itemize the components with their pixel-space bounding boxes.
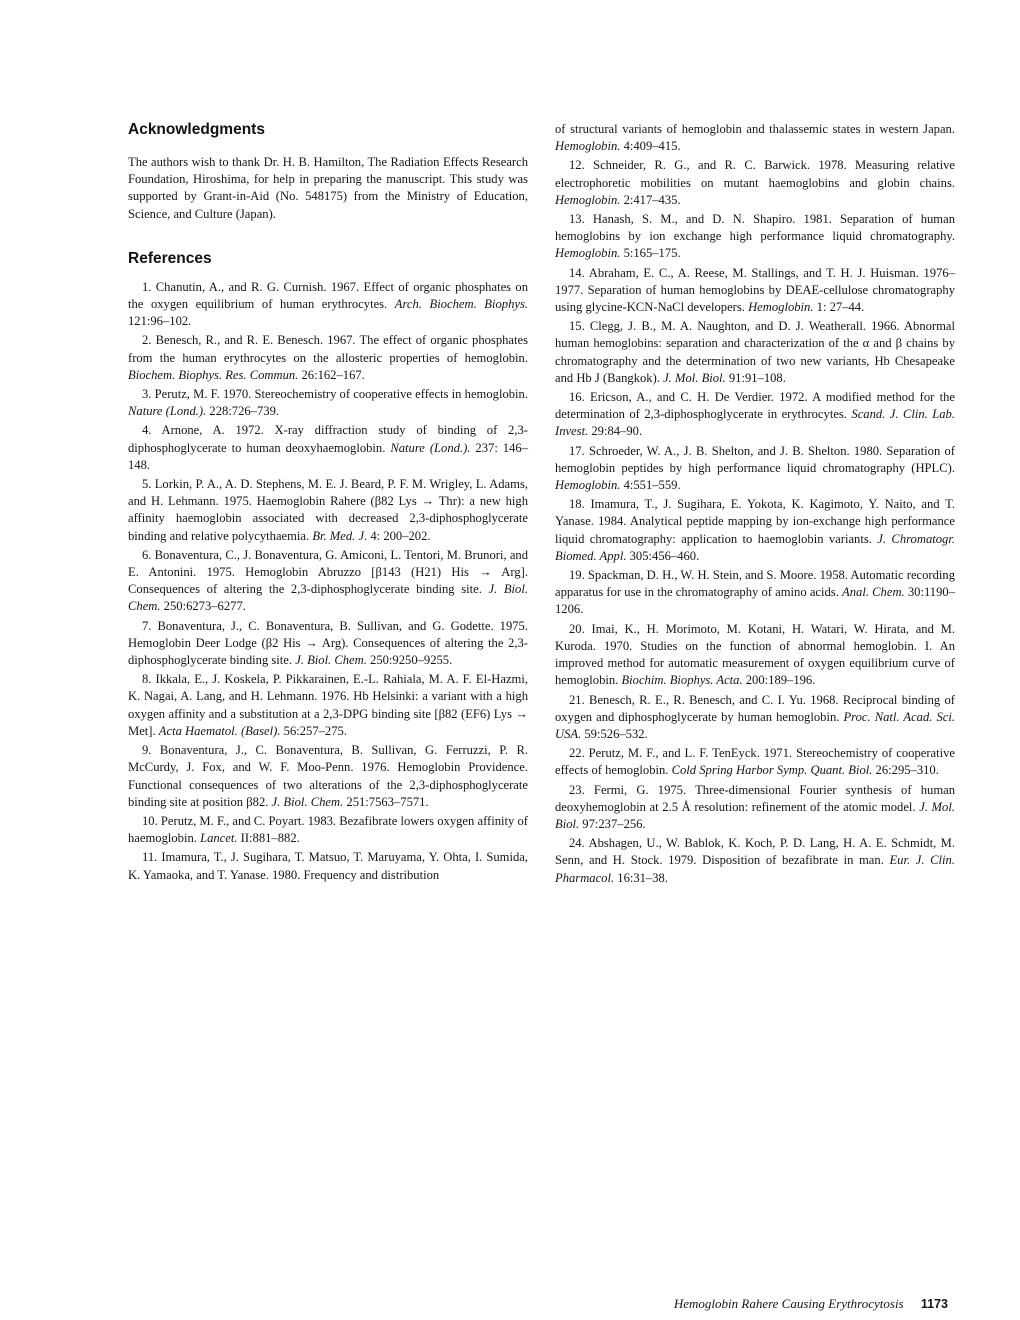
reference-citation: 91:91–108. [725,370,786,385]
reference-citation: 26:295–310. [872,763,939,778]
reference-entry [555,318,955,387]
reference-journal: Nature (Lond.). [390,440,471,455]
reference-text: of structural variants of hemoglobin and thalassemic states in western Japan. [555,122,955,136]
reference-journal: Eur. J. Clin. Pharmacol. [555,853,955,885]
reference-citation: 5:165–175. [620,246,681,261]
reference-entry [555,211,955,263]
reference-text: 18. Imamura, T., J. Sugihara, E. Yokota, K. Kagimoto, Y. Naito, and T. Yanase. 1984. Analytical peptide mapping by ion-exchange high performance liquid chromatography: application to haemoglobin variants. [555,497,955,546]
reference-journal: Biochem. Biophys. Res. Commun. [128,367,299,382]
reference-entry [555,692,955,744]
reference-entry [128,279,528,331]
reference-entry [128,547,528,616]
reference-text: 9. Bonaventura, J., C. Bonaventura, B. Sullivan, G. Ferruzzi, P. R. McCurdy, J. Fox, and W. F. Moo-Penn. 1976. Hemoglobin Providence. Functional consequences of two alterations of the 2,3-diphosphoglycerate binding site at position β82. [128,743,528,809]
reference-text: 10. Perutz, M. F., and C. Poyart. 1983. Bezafibrate lowers oxygen affinity of haemoglobin. [128,813,528,846]
reference-journal: Hemoglobin. [555,192,621,207]
reference-journal: Anal. Chem. [842,585,905,600]
reference-citation: 250:6273–6277. [160,599,246,614]
reference-entry [555,621,955,690]
page-number: 1173 [920,1297,948,1311]
reference-entry [128,618,528,670]
reference-journal: Arch. Biochem. Biophys. [394,297,529,312]
reference-entry [555,265,955,317]
page-footer [674,1296,948,1312]
reference-text: 3. Perutz, M. F. 1970. Stereochemistry of cooperative effects in hemoglobin. [142,387,528,402]
reference-citation: 4:551–559. [620,478,681,493]
right-column [555,121,955,889]
reference-entry [555,567,955,619]
reference-text: 12. Schneider, R. G., and R. C. Barwick. 1978. Measuring relative electrophoretic mobilities on mutant haemoglobins and globin chains. [555,158,955,190]
reference-citation: 1: 27–44. [813,300,865,315]
reference-citation: 4:409–415. [620,139,681,154]
reference-list-right [555,121,955,887]
reference-citation: 4: 200–202. [367,528,431,543]
reference-text: 15. Clegg, J. B., M. A. Naughton, and D. J. Weatherall. 1966. Abnormal human hemoglobins: separation and characterization of the α and β chains by chromatography and the determination of two new variants, Hb Chesapeake and Hb J (Bangkok). [555,319,955,385]
reference-journal: J. Biol. Chem. [295,653,367,668]
reference-entry [128,742,528,811]
reference-text: 2. Benesch, R., and R. E. Benesch. 1967. The effect of organic phosphates from the human erythrocytes on the allosteric properties of hemoglobin. [128,333,528,365]
reference-journal: Acta Haematol. (Basel). [158,723,281,738]
reference-entry [555,782,955,834]
reference-journal: J. Mol. Biol. [663,370,726,385]
reference-citation: 305:456–460. [626,548,700,563]
reference-text: 14. Abraham, E. C., A. Reese, M. Stallings, and T. H. J. Huisman. 1976–1977. Separation of human hemoglobins by DEAE-cellulose chromatography using glycine-KCN-NaCl developers. [555,265,955,315]
running-title: Hemoglobin Rahere Causing Erythrocytosis [673,1296,904,1311]
reference-citation: 59:526–532. [581,726,648,741]
reference-entry [555,121,955,155]
reference-journal: Hemoglobin. [555,139,621,154]
left-column [128,120,528,886]
reference-citation: II:881–882. [237,831,300,846]
reference-text: 8. Ikkala, E., J. Koskela, P. Pikkarainen, E.-L. Rahiala, M. A. F. El-Hazmi, K. Nagai, A. Lang, and H. Lehmann. 1976. Hb Helsinki: a variant with a high oxygen affinity and a substitution at a 2,3-DPG binding site [β82 (EF6) Lys → Met]. [128,672,528,738]
reference-citation: 26:162–167. [298,367,365,382]
reference-text: 1. Chanutin, A., and R. G. Curnish. 1967. Effect of organic phosphates on the oxygen equilibrium of human erythrocytes. [128,279,528,312]
reference-journal: Nature (Lond.). [128,404,207,419]
reference-text: 24. Abshagen, U., W. Bablok, K. Koch, P. D. Lang, H. A. E. Schmidt, M. Senn, and H. Stock. 1979. Disposition of bezafibrate in man. [555,836,955,868]
reference-text: 16. Ericson, A., and C. H. De Verdier. 1972. A modified method for the determination of 2,3-diphosphoglycerate in erythrocytes. [555,390,955,422]
reference-journal: J. Biol. Chem. [128,582,528,614]
reference-text: 19. Spackman, D. H., W. H. Stein, and S. Moore. 1958. Automatic recording apparatus for use in the chromatography of amino acids. [555,568,955,600]
reference-text: 13. Hanash, S. M., and D. N. Shapiro. 1981. Separation of human hemoglobins by ion exchange high performance liquid chromatography. [555,212,955,244]
acknowledgments-heading: Acknowledgments [128,121,265,138]
reference-text: 23. Fermi, G. 1975. Three-dimensional Fourier synthesis of human deoxyhemoglobin at 2.5 Å resolution: refinement of the atomic model. [555,782,955,814]
reference-journal: J. Mol. Biol. [555,799,955,831]
reference-text: 5. Lorkin, P. A., A. D. Stephens, M. E. J. Beard, P. F. M. Wrigley, L. Adams, and H. Lehmann. 1975. Haemoglobin Rahere (β82 Lys → Thr): a new high affinity haemoglobin associated with decreased 2,3-diphosphoglycerate binding and relative polycythaemia. [128,477,528,543]
reference-entry [128,386,528,420]
reference-journal: Lancet. [200,831,238,846]
reference-journal: J. Chromatogr. Biomed. Appl. [555,531,955,563]
reference-citation: 200:189–196. [742,673,816,688]
reference-journal: Hemoglobin. [555,246,621,261]
reference-journal: Proc. Natl. Acad. Sci. USA. [555,709,955,741]
reference-entry [128,813,528,847]
reference-text: 4. Arnone, A. 1972. X-ray diffraction study of binding of 2,3-diphosphoglycerate to human deoxyhaemoglobin. [128,423,528,455]
reference-entry [128,422,528,474]
reference-citation: 56:257–275. [280,723,347,738]
reference-citation: 251:7563–7571. [343,794,429,809]
reference-journal: Biochim. Biophys. Acta. [621,673,743,688]
reference-text: 11. Imamura, T., J. Sugihara, T. Matsuo, T. Maruyama, Y. Ohta, I. Sumida, K. Yamaoka, and T. Yanase. 1980. Frequency and distribution [128,850,528,882]
reference-entry [555,745,955,779]
reference-journal: Cold Spring Harbor Symp. Quant. Biol. [671,763,873,778]
reference-entry [555,389,955,441]
reference-list-left [128,279,528,884]
reference-entry [555,835,955,887]
reference-citation: 2:417–435. [620,192,681,207]
reference-entry [128,849,528,883]
reference-citation: 250:9250–9255. [366,653,453,668]
reference-entry [128,476,528,545]
reference-citation: 29:84–90. [588,424,643,439]
reference-citation: 121:96–102. [128,314,192,329]
reference-text: 22. Perutz, M. F., and L. F. TenEyck. 1971. Stereochemistry of cooperative effects of hemoglobin. [555,746,955,778]
reference-citation: 30:1190–1206. [555,585,955,617]
acknowledgments-text: The authors wish to thank Dr. H. B. Hamilton, The Radiation Effects Research Foundation, Hiroshima, for help in preparing the manuscript. This study was supported by Grant-in-Aid (No. 548175) from the Ministry of Education, Science, and Culture (Japan). [128,155,528,221]
reference-text: 20. Imai, K., H. Morimoto, M. Kotani, H. Watari, W. Hirata, and M. Kuroda. 1970. Studies on the function of abnormal hemoglobin. I. An improved method for automatic measurement of oxygen equilibrium curve of hemoglobin. [555,621,955,688]
reference-journal: J. Biol. Chem. [271,794,344,809]
reference-journal: Hemoglobin. [748,300,814,315]
references-heading: References [128,249,212,267]
reference-citation: 237: 146–148. [128,440,528,472]
reference-text: 21. Benesch, R. E., R. Benesch, and C. I. Yu. 1968. Reciprocal binding of oxygen and diphosphoglycerate by human hemoglobin. [555,692,955,724]
reference-text: 7. Bonaventura, J., C. Bonaventura, B. Sullivan, and G. Godette. 1975. Hemoglobin Deer Lodge (β2 His → Arg). Consequences of altering the 2,3-diphosphoglycerate binding site. [128,618,528,668]
reference-entry [128,671,528,740]
reference-citation: 16:31–38. [614,870,668,885]
reference-entry [555,443,955,495]
reference-journal: Br. Med. J. [312,528,368,543]
reference-journal: Hemoglobin. [555,478,621,493]
reference-text: 6. Bonaventura, C., J. Bonaventura, G. Amiconi, L. Tentori, M. Brunori, and E. Antonini. 1975. Hemoglobin Abruzzo [β143 (H21) His → Arg]. Consequences of altering the 2,3-diphosphoglycerate binding site. [128,547,528,597]
reference-text: 17. Schroeder, W. A., J. B. Shelton, and J. B. Shelton. 1980. Separation of hemoglobin peptides by high performance liquid chromatography (HPLC). [555,443,955,475]
reference-citation: 228:726–739. [206,404,280,419]
reference-citation: 97:237–256. [579,816,646,831]
reference-entry [128,332,528,384]
reference-entry [555,157,955,209]
reference-entry [555,496,955,565]
reference-journal: Scand. J. Clin. Lab. Invest. [555,407,955,439]
